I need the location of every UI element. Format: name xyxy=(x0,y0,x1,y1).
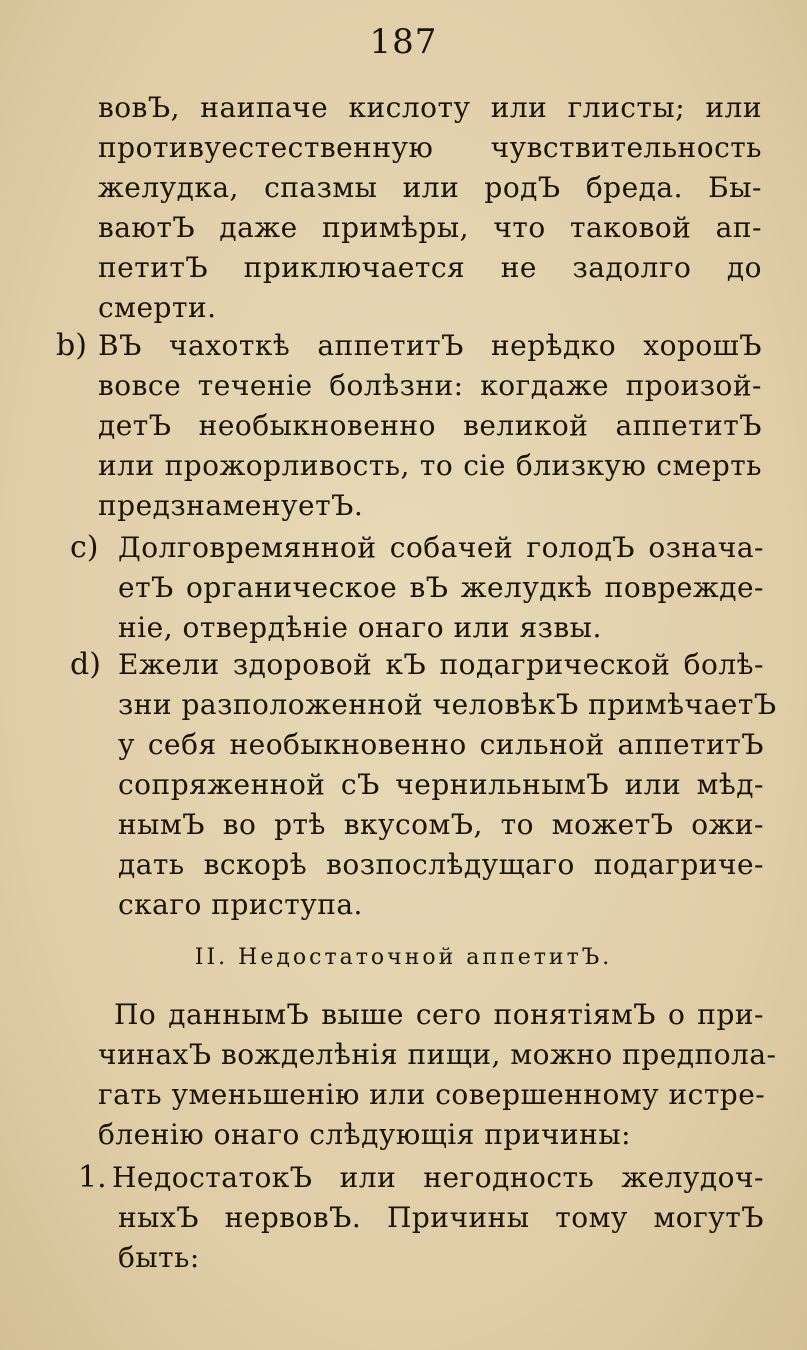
item-marker: b) xyxy=(56,328,87,363)
item-marker: d) xyxy=(70,647,101,682)
text-line: сопряженной сЪ чернильнымЪ или мѣд- xyxy=(118,768,764,801)
text-line: нымЪ во ртѣ вкусомЪ, то можетЪ ожи- xyxy=(118,808,764,841)
text-line: Долговремянной собачей голодЪ означа- xyxy=(118,531,764,564)
text-line: НедостатокЪ или негодность желудоч- xyxy=(112,1161,764,1194)
page-number: 187 xyxy=(369,22,438,62)
text-line: быть: xyxy=(118,1241,200,1274)
text-line: или прожорливость, то сіе близкую смерть xyxy=(98,449,762,482)
text-line: предзнаменуетЪ. xyxy=(98,489,364,522)
text-line: ніе, отвердѣніе онаго или язвы. xyxy=(118,611,602,644)
text-line: желудка, спазмы или родЪ бреда. Бы- xyxy=(98,171,762,204)
text-line: ваютЪ даже примѣры, что таковой ап- xyxy=(98,211,762,244)
text-line: петитЪ приключается не задолго до xyxy=(98,251,762,284)
text-line: По даннымЪ выше сего понятіямЪ о при- xyxy=(114,998,764,1031)
text-line: вовсе теченіе болѣзни: когдаже произой- xyxy=(98,369,762,402)
text-line: скаго приступа. xyxy=(118,888,363,921)
item-marker: c) xyxy=(70,530,99,565)
text-line: ВЪ чахоткѣ аппетитЪ нерѣдко хорошЪ xyxy=(98,329,762,362)
text-line: смерти. xyxy=(98,291,217,324)
text-line: бленію онаго слѣдующія причины: xyxy=(98,1118,632,1151)
text-line: етЪ органическое вЪ желудкѣ поврежде- xyxy=(118,571,764,604)
text-line: детЪ необыкновенно великой аппетитЪ xyxy=(98,409,762,442)
text-line: зни разположенной человѣкЪ примѣчаетЪ xyxy=(118,688,777,721)
text-line: ныхЪ нервовЪ. Причины тому могутЪ xyxy=(118,1201,764,1234)
text-line: у себя необыкновенно сильной аппетитЪ xyxy=(118,728,764,761)
text-line: гать уменьшенію или совершенному истре- xyxy=(98,1078,766,1111)
item-marker: 1. xyxy=(78,1160,107,1195)
section-heading: II. Недостаточной аппетитЪ. xyxy=(194,945,613,970)
text-line: противуестественную чувствительность xyxy=(98,131,762,164)
text-line: вовЪ, наипаче кислоту или глисты; или xyxy=(98,91,762,124)
text-line: чинахЪ вожделѣнія пищи, можно предпола- xyxy=(98,1038,777,1071)
text-line: дать вскорѣ возпослѣдущаго подагриче- xyxy=(118,848,764,881)
text-line: Ежели здоровой кЪ подагрической болѣ- xyxy=(118,648,764,681)
